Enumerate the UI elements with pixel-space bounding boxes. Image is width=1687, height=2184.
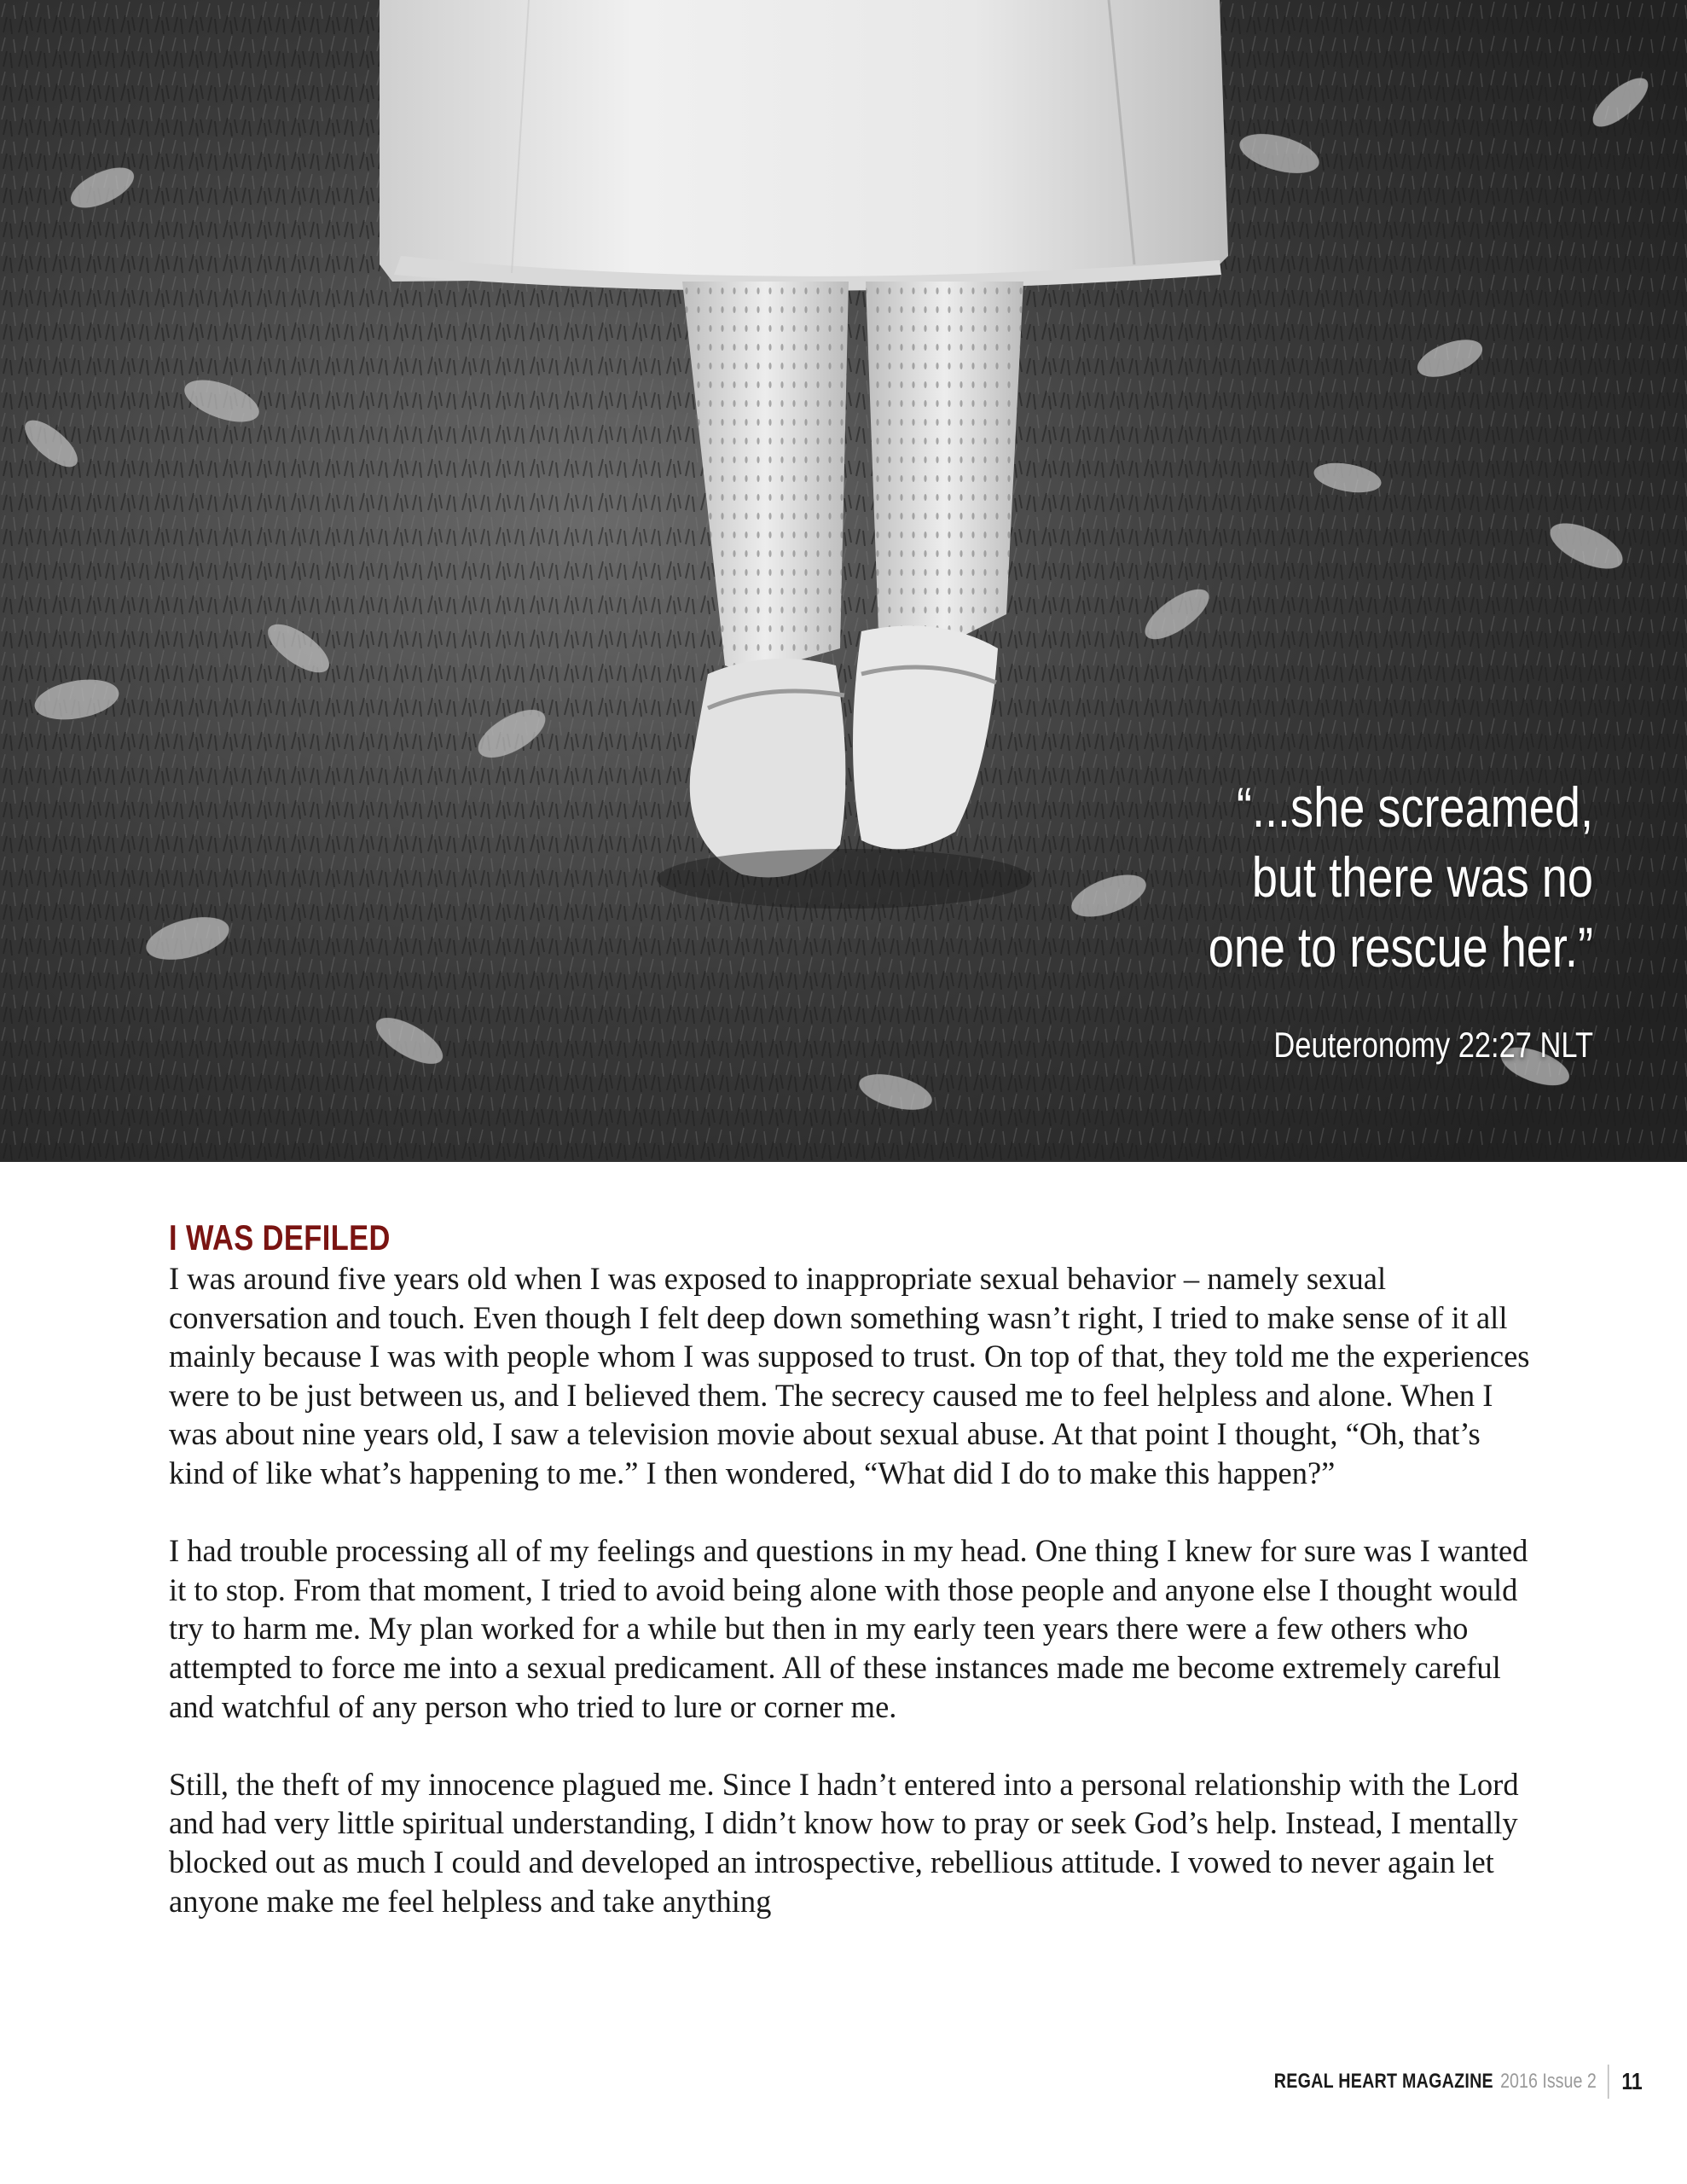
quote-line-2: but there was no	[1251, 845, 1593, 909]
article-body	[169, 1217, 1533, 1960]
magazine-issue: 2016 Issue 2	[1500, 2070, 1597, 2093]
paragraph: Still, the theft of my innocence plagued me. Since I hadn’t entered into a personal relationship with the Lord and had very little spiritual understanding, I didn’t know how to pray or seek God’s help. Instead, I mentally blocked out as much I could and developed an introspective, rebellious attitude. I vowed to never again let anyone make me feel helpless and take anything	[169, 1766, 1519, 1919]
quote-reference: Deuteronomy 22:27 NLT	[1273, 1025, 1593, 1065]
page-footer	[1193, 2065, 1643, 2099]
paragraph: I was around five years old when I was exposed to inappropriate sexual behavior – namely sexual conversation and touch. Even though I felt deep down something wasn’t right, I tried to make sense of it all mainly because I was with people whom I was supposed to trust. On top of that, they told me the experiences were to be just between us, and I believed them. The secrecy caused me to feel helpless and alone. When I was about nine years old, I saw a television movie about sexual abuse. At that point I thought, “Oh, that’s kind of like what’s happening to me.” I then wondered, “What did I do to make this happen?”	[169, 1261, 1530, 1490]
section-heading: I WAS DEFILED	[169, 1217, 391, 1258]
quote-line-3: one to rescue her.”	[1208, 915, 1593, 979]
pull-quote	[1104, 772, 1593, 982]
footer-divider	[1608, 2065, 1609, 2099]
page-number: 11	[1621, 2068, 1643, 2094]
magazine-name: REGAL HEART MAGAZINE	[1274, 2070, 1494, 2093]
quote-line-1: “...she screamed,	[1236, 775, 1593, 839]
paragraph: I had trouble processing all of my feelings and questions in my head. One thing I knew for sure was I wanted it to stop. From that moment, I tried to avoid being alone with those people and anyone else I thought would try to harm me. My plan worked for a while but then in my early teen years there were a few others who attempted to force me into a sexual predicament. All of these instances made me become extremely careful and watchful of any person who tried to lure or corner me.	[169, 1533, 1528, 1724]
